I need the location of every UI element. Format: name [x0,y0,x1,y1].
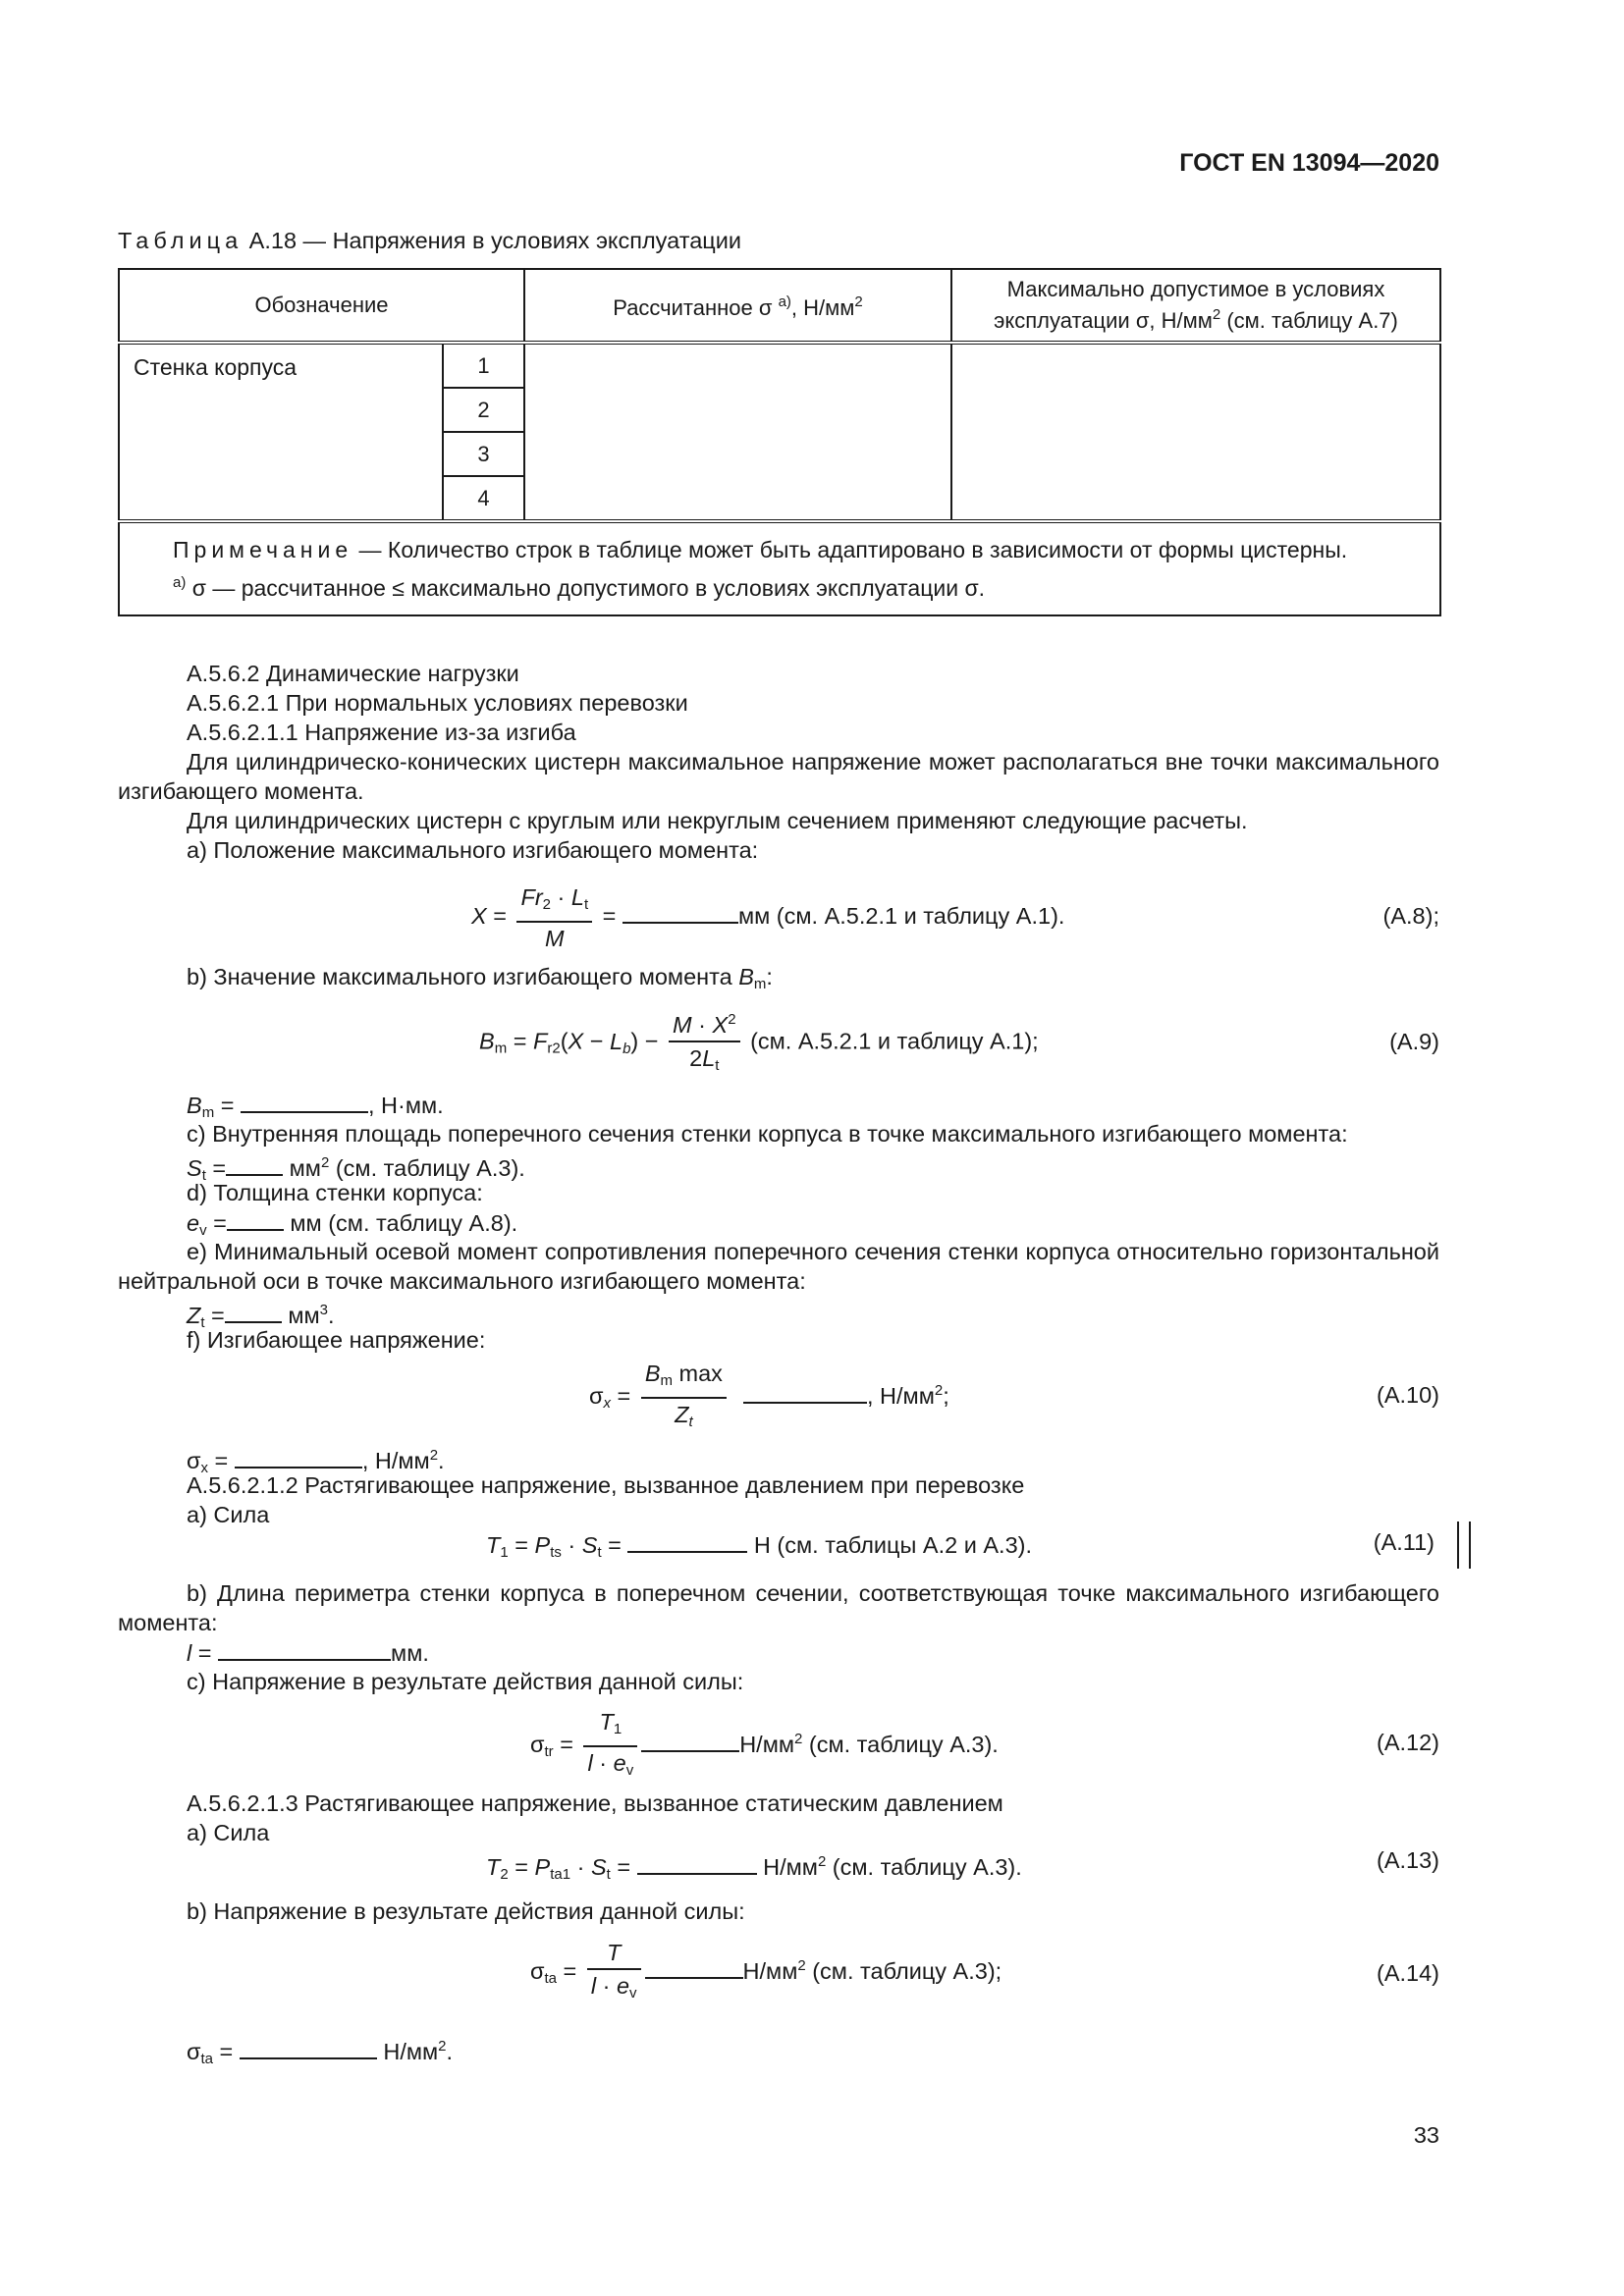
equation-a13: $T_2 = P_{ta1} \cdot S_t = Н/мм^2$ (см. таблицу А.3). [486,1853,1022,1883]
table-note-row [119,521,1440,615]
equation-number: (А.11) [1373,1529,1435,1555]
section-heading: А.5.6.2.1.1 Напряжение из-за изгиба [187,720,576,745]
value-line: l = мм. [187,1637,429,1668]
list-item: d) Толщина стенки корпуса: [187,1180,483,1205]
list-item: а) Положение максимального изгибающего момента: [187,837,759,863]
list-item: а) Сила [187,1502,270,1527]
value-line: $S_t = мм^2$ (см. таблицу А.3). [187,1154,525,1184]
table-caption [118,228,741,254]
row-label: Стенка корпуса [119,343,443,521]
row-number: 2 [443,388,524,432]
value-line: $Z_t = мм^3$. [187,1302,335,1331]
row-number: 1 [443,343,524,388]
page-number: 33 [1413,2122,1439,2148]
section-heading: А.5.6.2.1 При нормальных условиях перевозки [187,690,688,716]
row-number: 4 [443,476,524,521]
paragraph: Для цилиндрическо-конических цистерн максимальное напряжение может располагаться вне точки максимального изгибающего момента. [118,749,1439,804]
revision-bar [1457,1522,1471,1569]
equation-a10: $\sigma_x$ = $B_m$ max $Z_t$ , $Н/мм^2$; [589,1361,949,1430]
calculated-cell [524,343,951,521]
section-heading: А.5.6.2.1.2 Растягивающее напряжение, вызванное давлением при перевозке [187,1472,1025,1498]
table-note: Примечание — Количество строк в таблице может быть адаптировано в зависимости от формы цистерны. $^{а)}$ σ — рассчитанное ≤ максимально допустимого в условиях эксплуатации σ. [119,521,1440,615]
stress-table [118,268,1441,616]
equation-a11: $T_1 = P_{ts} \cdot S_t = Н$ (см. таблицы А.2 и А.3). [486,1529,1032,1568]
value-line: $B_m$ = , Н·мм. [187,1090,444,1128]
list-item: b) Напряжение в результате действия данной силы: [187,1898,745,1924]
list-item: с) Напряжение в результате действия данной силы: [187,1669,744,1694]
list-item: е) Минимальный осевой момент сопротивления поперечного сечения стенки корпуса относительно горизонтальной нейтральной оси в точке максимального изгибающего момента: [118,1239,1439,1294]
list-item: b) Значение максимального изгибающего момента $B_m$: [187,964,773,992]
list-item: b) Длина периметра стенки корпуса в поперечном сечении, соответствующая точке максимального изгибающего момента: [118,1580,1439,1635]
table-row [119,343,1440,388]
equation-number: (А.12) [1377,1730,1439,1755]
equation-a14: $\sigma_{ta}$ = $\frac{T}{l \cdot e_v}$ $Н/мм^2$ (см. таблицу А.3); [530,1940,1002,2002]
value-line: $e_v$ = мм (см. таблицу А.8). [187,1207,517,1246]
header-allowed: Максимально допустимое в условиях эксплуатации σ, $Н/мм^2$ (см. таблицу А.7) [951,269,1440,343]
equation-number: (А.10) [1377,1382,1439,1408]
document-header: ГОСТ EN 13094—2020 [1179,149,1439,177]
equation-a12: $\sigma_{tr}$ = $\frac{T_1}{l \cdot e_v}$ $Н/мм^2$ (см. таблицу А.3). [530,1709,999,1779]
section-heading: А.5.6.2 Динамические нагрузки [187,661,519,686]
row-number: 3 [443,432,524,476]
value-line: $\sigma_x$ = , $Н/мм^2$. [187,1447,445,1476]
equation-a9: $B_m = F_{r2}(X - L_b)$ − $\frac{M \cdot X^2}{2L_t}$ (см. А.5.2.1 и таблицу А.1); [479,1006,1039,1080]
equation-number: (А.8); [1382,903,1439,929]
list-item: f) Изгибающее напряжение: [187,1327,486,1353]
table-header-row [119,269,1440,343]
equation-a8: X = $\frac{Fr_2 \cdot L_t}{M}$ = мм (см. А.5.2.1 и таблицу А.1). [471,884,1065,951]
equation-number: (А.9) [1389,1029,1439,1054]
value-line: $\sigma_{ta} = Н/мм^2$. [187,2038,454,2067]
paragraph: Для цилиндрических цистерн с круглым или некруглым сечением применяют следующие расчеты. [187,808,1248,833]
caption-word: Таблица [118,228,244,253]
header-designation: Обозначение [119,269,524,343]
header-calculated: Рассчитанное σ $^{а)}$, $Н/мм^2$ [524,269,951,343]
equation-number: (А.14) [1377,1960,1439,1986]
list-item: а) Сила [187,1820,270,1845]
section-heading: А.5.6.2.1.3 Растягивающее напряжение, вызванное статическим давлением [187,1790,1003,1816]
list-item: с) Внутренняя площадь поперечного сечения стенки корпуса в точке максимального изгибающего момента: [187,1121,1348,1147]
allowed-cell [951,343,1440,521]
caption-text: А.18 — Напряжения в условиях эксплуатации [243,228,741,253]
equation-number: (А.13) [1377,1847,1439,1873]
